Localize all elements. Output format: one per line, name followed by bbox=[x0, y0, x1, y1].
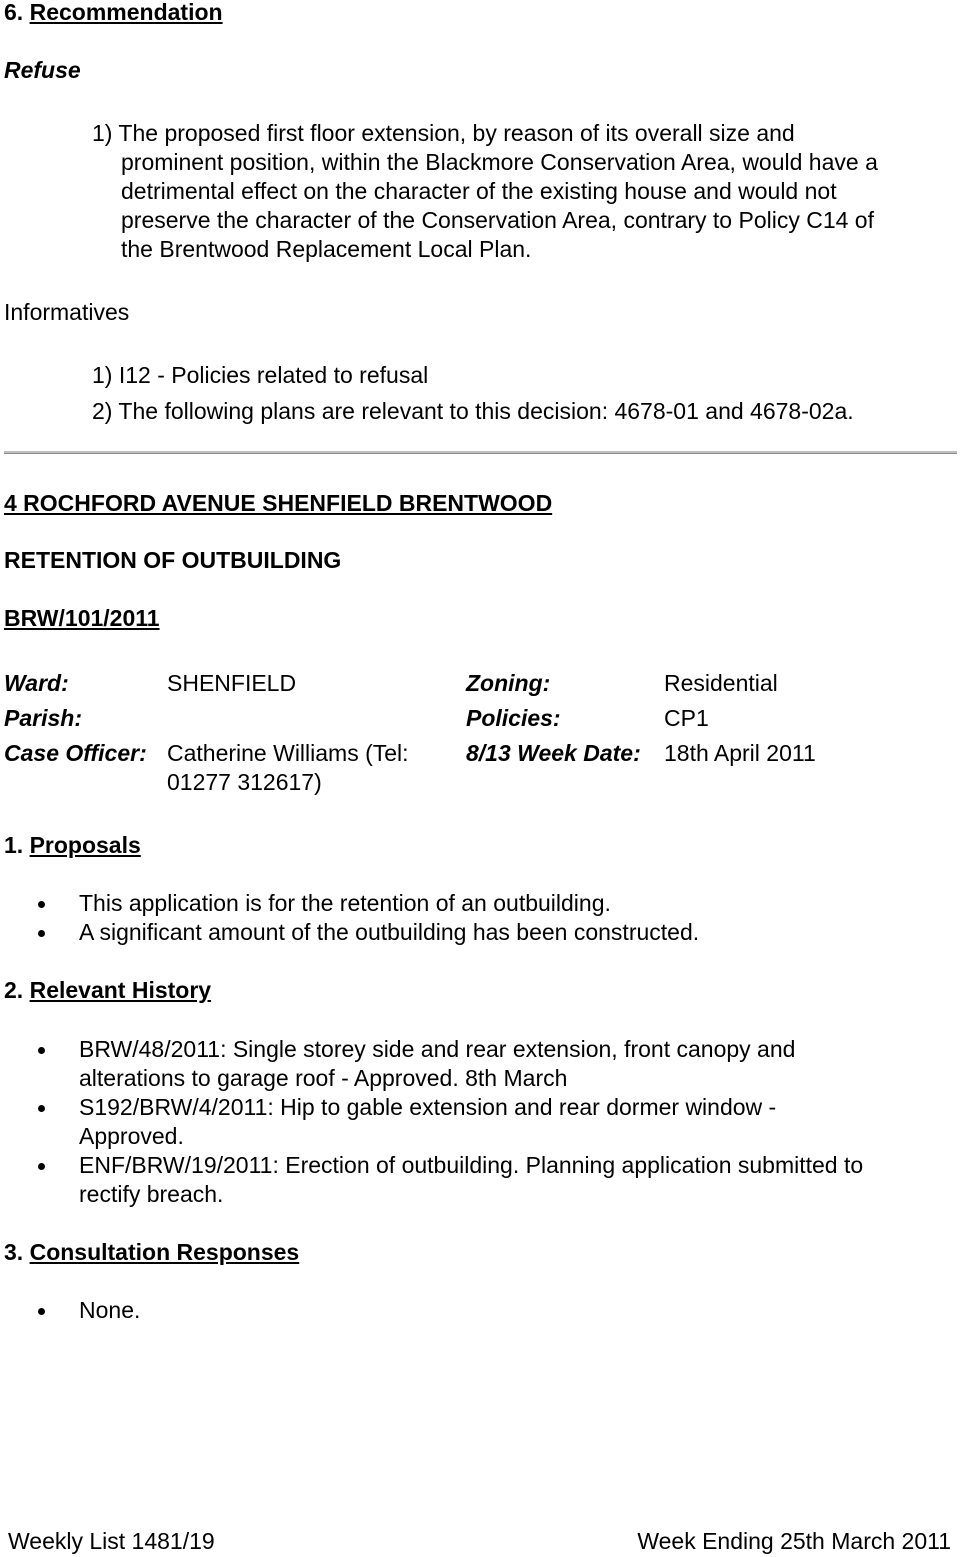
consultation-heading bbox=[4, 1238, 299, 1267]
recommendation-title: Recommendation bbox=[29, 0, 223, 25]
history-item-2-line-2: Approved. bbox=[79, 1123, 184, 1149]
footer-weekly-list: Weekly List 1481/19 bbox=[8, 1528, 215, 1554]
recommendation-decision: Refuse bbox=[4, 57, 81, 83]
bullet-icon bbox=[38, 930, 45, 937]
consultation-title: Consultation Responses bbox=[29, 1239, 300, 1265]
informative-item-2: 2) The following plans are relevant to this decision: 4678-01 and 4678-02a. bbox=[92, 398, 854, 424]
refusal-reason-line-5: the Brentwood Replacement Local Plan. bbox=[121, 236, 532, 262]
proposal-item-2: A significant amount of the outbuilding has been constructed. bbox=[79, 919, 700, 945]
proposals-heading bbox=[4, 831, 141, 860]
recommendation-number: 6. bbox=[4, 0, 24, 25]
history-item-1-line-1: BRW/48/2011: Single storey side and rear extension, front canopy and bbox=[79, 1036, 796, 1062]
zoning-value: Residential bbox=[664, 670, 778, 696]
zoning-label: Zoning: bbox=[466, 670, 551, 696]
ward-value: SHENFIELD bbox=[167, 670, 297, 696]
proposals-title: Proposals bbox=[29, 832, 141, 858]
application-address: 4 ROCHFORD AVENUE SHENFIELD BRENTWOOD bbox=[4, 490, 553, 516]
bullet-icon bbox=[38, 1308, 45, 1315]
bullet-icon bbox=[38, 901, 45, 908]
history-item-2-line-1: S192/BRW/4/2011: Hip to gable extension and rear dormer window - bbox=[79, 1094, 777, 1120]
policies-label: Policies: bbox=[466, 705, 561, 731]
proposal-item-1: This application is for the retention of an outbuilding. bbox=[79, 890, 611, 916]
history-heading bbox=[4, 976, 211, 1005]
week-date-label: 8/13 Week Date: bbox=[466, 740, 641, 766]
application-description: RETENTION OF OUTBUILDING bbox=[4, 547, 342, 573]
footer-week-ending: Week Ending 25th March 2011 bbox=[637, 1528, 951, 1554]
bullet-icon bbox=[38, 1105, 45, 1112]
parish-label: Parish: bbox=[4, 705, 82, 731]
case-officer-line-1: Catherine Williams (Tel: bbox=[167, 740, 409, 766]
recommendation-heading bbox=[4, 0, 223, 27]
refusal-reason-line-4: preserve the character of the Conservation Area, contrary to Policy C14 of bbox=[121, 207, 874, 233]
history-item-1-line-2: alterations to garage roof - Approved. 8th March bbox=[79, 1065, 568, 1091]
application-reference: BRW/101/2011 bbox=[4, 605, 160, 631]
history-item-3-line-2: rectify breach. bbox=[79, 1181, 224, 1207]
informatives-label: Informatives bbox=[4, 299, 130, 325]
proposals-number: 1. bbox=[4, 832, 24, 858]
policies-value: CP1 bbox=[664, 705, 709, 731]
case-officer-line-2: 01277 312617) bbox=[167, 769, 322, 795]
week-date-value: 18th April 2011 bbox=[664, 740, 816, 766]
refusal-reason-line-1: 1) The proposed first floor extension, by reason of its overall size and bbox=[92, 120, 795, 146]
refusal-reason-line-2: prominent position, within the Blackmore Conservation Area, would have a bbox=[121, 149, 878, 175]
case-officer-label: Case Officer: bbox=[4, 740, 147, 766]
informative-item-1: 1) I12 - Policies related to refusal bbox=[92, 362, 429, 388]
ward-label: Ward: bbox=[4, 670, 69, 696]
refusal-reason-line-3: detrimental effect on the character of the existing house and would not bbox=[121, 178, 837, 204]
history-number: 2. bbox=[4, 977, 24, 1003]
section-divider bbox=[4, 451, 957, 454]
consultation-item-1: None. bbox=[79, 1297, 141, 1323]
history-item-3-line-1: ENF/BRW/19/2011: Erection of outbuilding. Planning application submitted to bbox=[79, 1152, 864, 1178]
bullet-icon bbox=[38, 1047, 45, 1054]
bullet-icon bbox=[38, 1163, 45, 1170]
consultation-number: 3. bbox=[4, 1239, 24, 1265]
history-title: Relevant History bbox=[29, 977, 212, 1003]
